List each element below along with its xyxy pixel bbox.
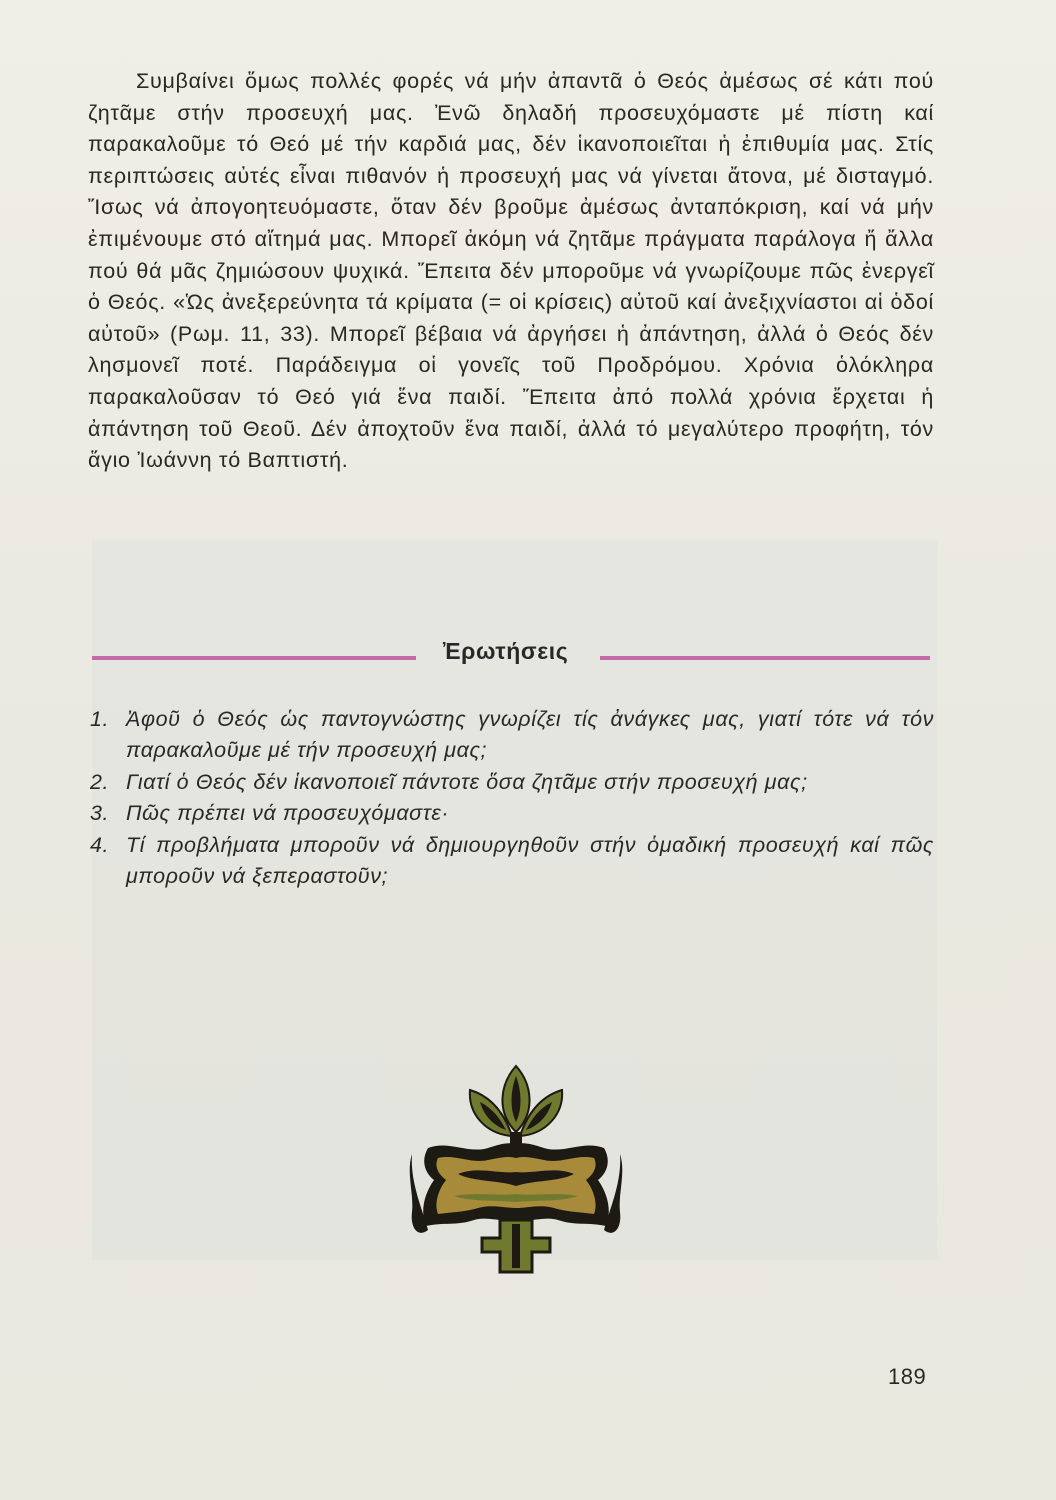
question-text: Τί προβλήματα μποροῦν νά δημιουργηθοῦν στήν ὁμαδική προσευχή καί πῶς μποροῦν νά ξεπεραστοῦν; xyxy=(126,832,934,889)
question-number: 4. xyxy=(90,832,110,857)
heading-rule-right xyxy=(600,656,930,660)
questions-list xyxy=(88,704,934,892)
questions-heading xyxy=(88,636,934,676)
question-item xyxy=(88,798,934,829)
body-paragraph: Συμβαίνει ὅμως πολλές φορές νά μήν ἀπαντᾶ ὁ Θεός ἀμέσως σέ κάτι πού ζητᾶμε στήν προσευχή μας. Ἐνῶ δηλαδή προσευχόμαστε μέ πίστη καί παρακαλοῦμε τό Θεό μέ τήν καρδιά μας, δέν ἱκανοποιεῖται ἡ ἐπιθυμία μας. Στίς περιπτώσεις αὐτές εἶναι πιθανόν ἡ προσευχή μας νά γίνεται ἄτονα, μέ δισταγμό. Ἴσως νά ἀπογοητευόμαστε, ὅταν δέν βροῦμε ἀμέσως ἀνταπόκριση, καί νά μήν ἐπιμένουμε στό αἴτημά μας. Μπορεῖ ἀκόμη νά ζητᾶμε πράγματα παράλογα ἤ ἄλλα πού θά μᾶς ζημιώσουν ψυχικά. Ἔπειτα δέν μποροῦμε νά γνωρίζουμε πῶς ἐνεργεῖ ὁ Θεός. «Ὡς ἀνεξερεύνητα τά κρίματα (= οἱ κρίσεις) αὐτοῦ καί ἀνεξιχνίαστοι αἱ ὁδοί αὐτοῦ» (Ρωμ. 11, 33). Μπορεῖ βέβαια νά ἀργήσει ἡ ἀπάντηση, ἀλλά ὁ Θεός δέν λησμονεῖ ποτέ. Παράδειγμα οἱ γονεῖς τοῦ Προδρόμου. Χρόνια ὁλόκληρα παρακαλοῦσαν τό Θεό γιά ἕνα παιδί. Ἔπειτα ἀπό πολλά χρόνια ἔρχεται ἡ ἀπάντηση τοῦ Θεοῦ. Δέν ἀποχτοῦν ἕνα παιδί, ἀλλά τό μεγαλύτερο προφήτη, τόν ἅγιο Ἰωάννη τό Βαπτιστή. xyxy=(88,69,934,473)
question-item xyxy=(88,830,934,893)
question-text: Γιατί ὁ Θεός δέν ἱκανοποιεῖ πάντοτε ὅσα ζητᾶμε στήν προσευχή μας; xyxy=(126,769,808,794)
byzantine-leaf-ornament-icon xyxy=(408,1062,624,1276)
page-number: 189 xyxy=(888,1364,927,1389)
question-number: 2. xyxy=(90,769,110,794)
question-text: Πῶς πρέπει νά προσευχόμαστε· xyxy=(126,801,450,826)
questions-heading-title: Ἐρωτήσεις xyxy=(443,638,569,664)
question-text: Ἀφοῦ ὁ Θεός ὡς παντογνώστης γνωρίζει τίς ἀνάγκες μας, γιατί τότε νά τόν παρακαλοῦμε μέ τήν προσευχή μας; xyxy=(126,707,934,763)
question-item xyxy=(88,704,934,767)
question-item xyxy=(88,767,934,798)
question-number: 3. xyxy=(90,801,110,826)
body-text xyxy=(88,66,934,477)
question-number: 1. xyxy=(90,707,110,731)
heading-rule-left xyxy=(92,656,416,660)
